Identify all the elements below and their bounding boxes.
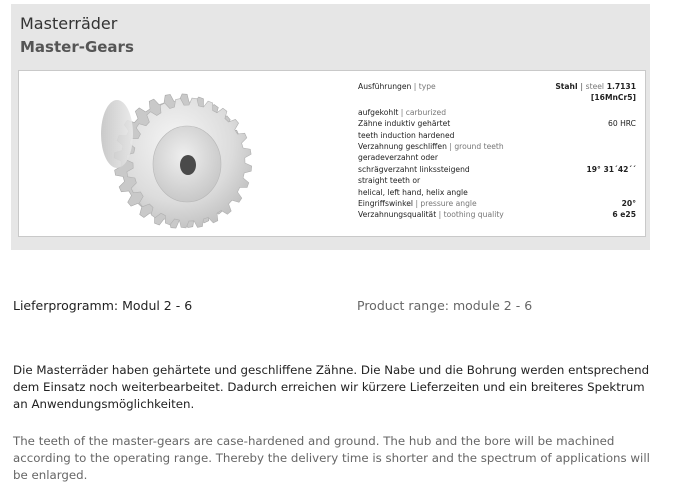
spec-row-hardening-en	[358, 130, 636, 141]
material-code: [16MnCr5]	[590, 93, 636, 103]
pressure-angle-value: 20°	[621, 198, 636, 208]
spec-row-carburized	[358, 107, 636, 118]
description-de: Die Masterräder haben gehärtete und geschliffene Zähne. Die Nabe und die Bohrung werden entsprechend dem Einsatz noch weiterbearbeitet. Dadurch erreichen wir kürzere Lieferzeiten und ein breiteres Spektrum an Anwendungsmöglichkeiten.	[13, 363, 650, 411]
quality-value: 6 e25	[612, 210, 636, 220]
helix-en: helical, left hand, helix angle	[358, 187, 468, 197]
separator: |	[413, 82, 417, 91]
hardening-value: 60 HRC	[608, 119, 636, 129]
type-label-de: Ausführungen	[358, 82, 412, 91]
spec-table	[358, 81, 636, 221]
straight-de: geradeverzahnt oder	[358, 153, 438, 163]
material-en: steel	[585, 82, 605, 91]
spec-row-straight	[358, 152, 636, 163]
page-title-en: Master-Gears	[20, 38, 134, 56]
description-en: The teeth of the master-gears are case-hardened and ground. The hub and the bore will be machined according to the operating range. Thereby the delivery time is shorter and the spectrum of applications will be enlarged.	[13, 434, 650, 482]
ground-de: Verzahnung geschliffen	[358, 141, 447, 151]
spec-row-pressure-angle	[358, 198, 636, 209]
spec-row-type	[358, 81, 636, 92]
spec-row-quality	[358, 209, 636, 220]
quality-de: Verzahnungsqualität	[358, 210, 437, 220]
spec-row-hardening	[358, 118, 636, 129]
separator: |	[415, 198, 418, 208]
gear-illustration	[77, 79, 297, 229]
straight-en: straight teeth or	[358, 176, 421, 186]
spec-panel	[18, 70, 646, 237]
carburized-de: aufgekohlt	[358, 107, 399, 117]
pressure-angle-de: Eingriffswinkel	[358, 198, 414, 208]
product-header-box	[11, 4, 650, 250]
helix-angle-value: 19° 31´42´´	[586, 164, 636, 174]
hardening-en: teeth induction hardened	[358, 130, 455, 140]
spec-row-helix-en	[358, 187, 636, 198]
material-de: Stahl	[555, 82, 578, 91]
ground-en: ground teeth	[454, 141, 504, 151]
spec-row-straight-en	[358, 175, 636, 186]
type-label-en: type	[418, 82, 436, 91]
separator: |	[580, 82, 583, 91]
separator: |	[449, 141, 452, 151]
product-range-de: Lieferprogramm: Modul 2 - 6	[13, 298, 193, 313]
helix-de: schrägverzahnt linkssteigend	[358, 164, 470, 174]
spec-row-material-code	[358, 92, 636, 103]
pressure-angle-en: pressure angle	[420, 198, 477, 208]
spec-row-ground	[358, 141, 636, 152]
carburized-en: carburized	[405, 107, 447, 117]
gear-bore	[180, 155, 196, 175]
hardening-de: Zähne induktiv gehärtet	[358, 119, 451, 129]
separator: |	[400, 107, 404, 117]
product-range-en: Product range: module 2 - 6	[357, 298, 533, 313]
page-title-de: Masterräder	[20, 14, 118, 33]
separator: |	[438, 210, 442, 220]
material-number: 1.7131	[606, 82, 636, 91]
gear-image	[77, 79, 297, 229]
gear-side-hub	[101, 100, 133, 168]
spec-row-helix	[358, 164, 636, 175]
quality-en: toothing quality	[443, 210, 504, 220]
